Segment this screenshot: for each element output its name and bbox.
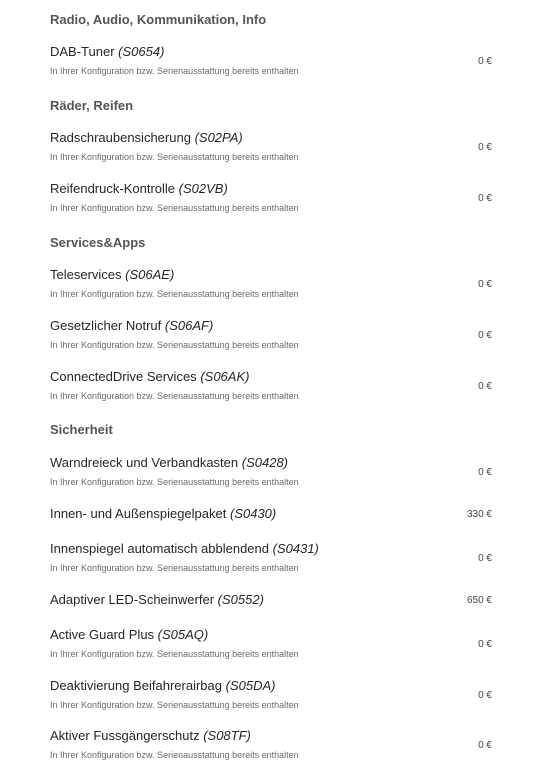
option-note: In Ihrer Konfiguration bzw. Serienausstattung bereits enthalten — [50, 289, 299, 299]
option-name: Deaktivierung Beifahrerairbag — [50, 678, 222, 693]
option-note: In Ihrer Konfiguration bzw. Serienausstattung bereits enthalten — [50, 391, 299, 401]
option-title — [50, 267, 174, 282]
option-title — [50, 369, 249, 384]
option-title — [50, 678, 275, 693]
option-name: Adaptiver LED-Scheinwerfer — [50, 592, 215, 607]
option-price: 0 € — [478, 193, 492, 204]
option-price: 0 € — [478, 553, 492, 564]
option-name: Aktiver Fussgängerschutz — [50, 728, 200, 743]
option-code: (S0654) — [118, 44, 165, 59]
option-price: 330 € — [466, 509, 492, 520]
option-note: In Ihrer Konfiguration bzw. Serienausstattung bereits enthalten — [50, 563, 299, 573]
option-price: 0 € — [478, 381, 492, 392]
option-code: (S05DA) — [225, 678, 276, 693]
option-title — [50, 627, 208, 642]
option-code: (S06AK) — [200, 369, 250, 384]
option-name: Innen- und Außenspiegelpaket — [50, 506, 227, 521]
option-code: (S0430) — [229, 506, 277, 521]
option-code: (S06AE) — [125, 267, 175, 282]
option-title — [50, 728, 251, 743]
option-code: (S08TF) — [203, 728, 251, 743]
option-price: 0 € — [478, 279, 492, 290]
option-name: DAB-Tuner — [50, 44, 115, 59]
option-note: In Ihrer Konfiguration bzw. Serienausstattung bereits enthalten — [50, 66, 299, 76]
option-name: Radschraubensicherung — [50, 130, 191, 145]
option-code: (S02PA) — [194, 130, 243, 145]
option-price: 0 € — [478, 690, 492, 701]
option-price: 0 € — [478, 142, 492, 153]
option-price: 0 € — [478, 56, 492, 67]
option-name: Warndreieck und Verbandkasten — [50, 455, 239, 470]
option-name: ConnectedDrive Services — [50, 369, 197, 384]
option-code: (S05AQ) — [157, 627, 209, 642]
option-price: 0 € — [478, 467, 492, 478]
option-note: In Ihrer Konfiguration bzw. Serienausstattung bereits enthalten — [50, 649, 299, 659]
option-code: (S06AF) — [164, 318, 214, 333]
option-title — [50, 181, 228, 196]
option-code: (S0428) — [241, 455, 289, 470]
option-note: In Ihrer Konfiguration bzw. Serienausstattung bereits enthalten — [50, 152, 299, 162]
option-note: In Ihrer Konfiguration bzw. Serienausstattung bereits enthalten — [50, 477, 299, 487]
option-name: Gesetzlicher Notruf — [50, 318, 162, 333]
option-name: Teleservices — [50, 267, 122, 282]
option-code: (S0431) — [272, 541, 319, 556]
option-name: Innenspiegel automatisch abblendend — [50, 541, 270, 556]
section-title: Räder, Reifen — [50, 98, 134, 113]
option-title — [50, 130, 243, 145]
option-title — [50, 318, 213, 333]
option-title — [50, 455, 288, 470]
option-title — [50, 541, 319, 556]
option-note: In Ihrer Konfiguration bzw. Serienausstattung bereits enthalten — [50, 340, 299, 350]
option-title — [50, 506, 276, 521]
section-title: Radio, Audio, Kommunikation, Info — [50, 12, 267, 27]
option-name: Active Guard Plus — [50, 627, 155, 642]
option-code: (S02VB) — [178, 181, 228, 196]
section-title: Services&Apps — [50, 235, 146, 250]
option-name: Reifendruck-Kontrolle — [50, 181, 176, 196]
section-title: Sicherheit — [50, 422, 113, 437]
option-code: (S0552) — [217, 592, 264, 607]
option-price: 0 € — [478, 740, 492, 751]
option-note: In Ihrer Konfiguration bzw. Serienausstattung bereits enthalten — [50, 700, 299, 710]
option-title — [50, 592, 264, 607]
option-title — [50, 44, 164, 59]
option-price: 0 € — [478, 330, 492, 341]
option-note: In Ihrer Konfiguration bzw. Serienausstattung bereits enthalten — [50, 203, 299, 213]
option-price: 0 € — [478, 639, 492, 650]
option-note: In Ihrer Konfiguration bzw. Serienausstattung bereits enthalten — [50, 750, 299, 760]
option-price: 650 € — [466, 595, 492, 606]
